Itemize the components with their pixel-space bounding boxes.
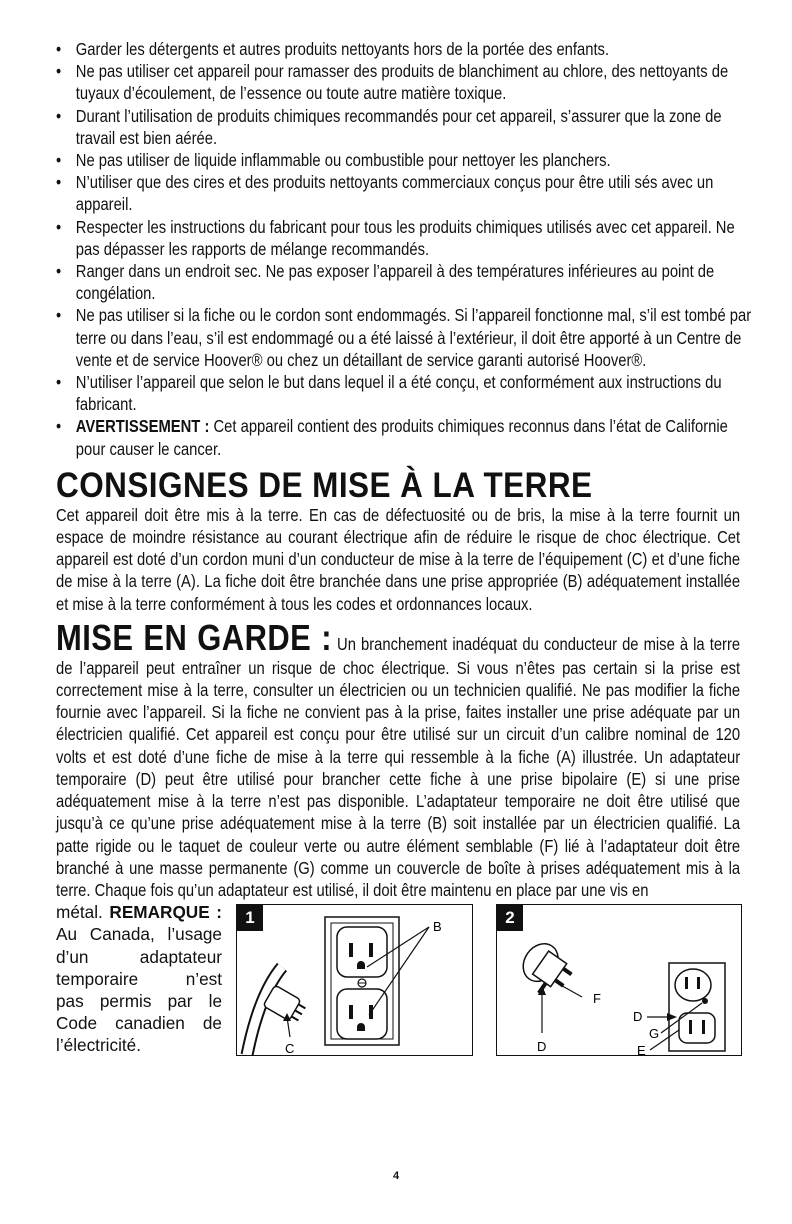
note-line: l’électricité. — [56, 1035, 142, 1056]
bullet-item: • Ne pas utiliser de liquide inflammable ou combustible pour nettoyer les planchers. — [56, 149, 760, 171]
note-first-line: métal. — [56, 902, 103, 923]
label-g: G — [649, 1026, 660, 1042]
figure-1-drawing — [237, 905, 472, 1055]
figure-2-adapter — [496, 904, 742, 1056]
figure-1-number: 1 — [237, 905, 263, 931]
label-e: E — [637, 1043, 646, 1056]
note-line: temporaire n’est — [56, 968, 222, 989]
receptacle-icon — [337, 927, 387, 977]
adapter-icon — [513, 937, 579, 1002]
bullet-item: • N’utiliser que des cires et des produits nettoyants commerciaux conçus pour être utili sés avec un appareil. — [56, 171, 760, 215]
page-content — [56, 38, 752, 1083]
bullet-item: • Respecter les instructions du fabricant pour tous les produits chimiques utilisés avec cet appareil. Ne pas dépasser les rapports de mélange recommandés. — [56, 216, 760, 260]
figure-1-grounded-outlet — [236, 904, 473, 1056]
two-prong-outlet-icon — [679, 1013, 715, 1043]
note-line: Au Canada, l’usage — [56, 924, 222, 945]
label-c: C — [285, 1041, 295, 1056]
label-d-left: D — [537, 1039, 547, 1055]
note-line: pas permis par le — [56, 990, 222, 1011]
note-label: REMARQUE : — [109, 902, 223, 923]
figure-2-number: 2 — [497, 905, 523, 931]
page-number: 4 — [392, 1170, 400, 1182]
bullet-item: • Ne pas utiliser cet appareil pour ramasser des produits de blanchiment au chlore, des nettoyants de tuyaux d’écoulement, de l’essence ou toute autre matière toxique. — [56, 60, 760, 104]
screw-icon — [702, 998, 708, 1004]
canada-note — [56, 901, 222, 1056]
bullet-item: • N’utiliser l’appareil que selon le but dans lequel il a été conçu, et conformément aux instructions du fabricant. — [56, 371, 760, 415]
label-d-right: D — [633, 1009, 643, 1025]
caution-section — [56, 616, 741, 901]
bullet-item: • Ne pas utiliser si la fiche ou le cordon sont endommagés. Si l’appareil fonctionne mal, s’il est tombé par terre ou dans l’eau, s’il est endommagé ou a été laissé à l’extérieur, il doit être apporté à un Centre de vente et de service Hoover® ou chez un détaillant de service garanti autorisé Hoover®. — [56, 304, 760, 371]
bottom-row — [56, 901, 740, 1083]
label-f: F — [593, 991, 601, 1007]
caution-title: MISE EN GARDE : — [56, 616, 332, 658]
receptacle-icon — [337, 989, 387, 1039]
note-line: Code canadien de — [56, 1013, 222, 1034]
warning-label: AVERTISSEMENT : — [75, 416, 210, 437]
grounding-title: CONSIGNES DE MISE À LA TERRE — [56, 465, 593, 505]
warning-text: Cet appareil contient des produits chimiques reconnus dans l’état de Californie pour causer le cancer. — [75, 416, 728, 459]
label-b: B — [433, 919, 442, 935]
warning-bullet — [56, 415, 760, 459]
bullet-item: • Garder les détergents et autres produits nettoyants hors de la portée des enfants. — [56, 38, 760, 60]
figure-2-drawing — [497, 905, 741, 1055]
grounding-body: Cet appareil doit être mis à la terre. En cas de défectuosité ou de bris, la mise à la terre fournit un espace de moindre résistance au courant électrique afin de réduire le risque de choc électrique. Cet appareil est doté d’un cordon muni d’un conducteur de mise à la terre de l’équipement (C) et d’une fiche de mise à la terre (A). La fiche doit être branchée dans une prise appropriée (B) adéquatement installée et mise à la terre conformément à tous les codes et ordonnances locaux. — [56, 504, 741, 614]
bullet-item: • Durant l’utilisation de produits chimiques recommandés pour cet appareil, s’assurer que la zone de travail est bien aérée. — [56, 105, 760, 149]
safety-bullets — [56, 38, 752, 460]
bullet-item: • Ranger dans un endroit sec. Ne pas exposer l’appareil à des températures inférieures au point de congélation. — [56, 260, 760, 304]
caution-body: Un branchement inadéquat du conducteur de mise à la terre de l’appareil peut entraîner un risque de choc électrique. Si vous n’êtes pas certain si la prise est correctement mise à la terre, consulter un électricien ou un technicien qualifié. Ne pas modifier la fiche fournie avec l’appareil. Si la fiche ne convient pas à la prise, faites installer une prise adéquate par un électricien qualifié. Cet appareil est conçu pour être utilisé sur un circuit d’un calibre nominal de 120 volts et est doté d’une fiche de mise à la terre qui ressemble à la fiche (A) illustrée. Un adaptateur temporaire (D) peut être utilisé pour brancher cette fiche à une prise bipolaire (E) si une prise adéquatement mise à la terre n’est pas disponible. L’adaptateur temporaire ne doit être utilisé que jusqu’à ce qu’une prise adéquatement mise à la terre (B) soit installée par un électricien qualifié. La patte rigide ou le taquet de couleur verte ou autre élément semblable (F) lié à l’adaptateur doit être branché à une masse permanente (G) comme un couvercle de boîte à prises adéquatement mis à la terre. Chaque fois qu’un adaptateur est utilisé, il doit être maintenu en place par une vis en — [56, 633, 741, 900]
note-line: d’un adaptateur — [56, 946, 222, 967]
adapter-in-outlet-icon — [675, 969, 711, 1001]
